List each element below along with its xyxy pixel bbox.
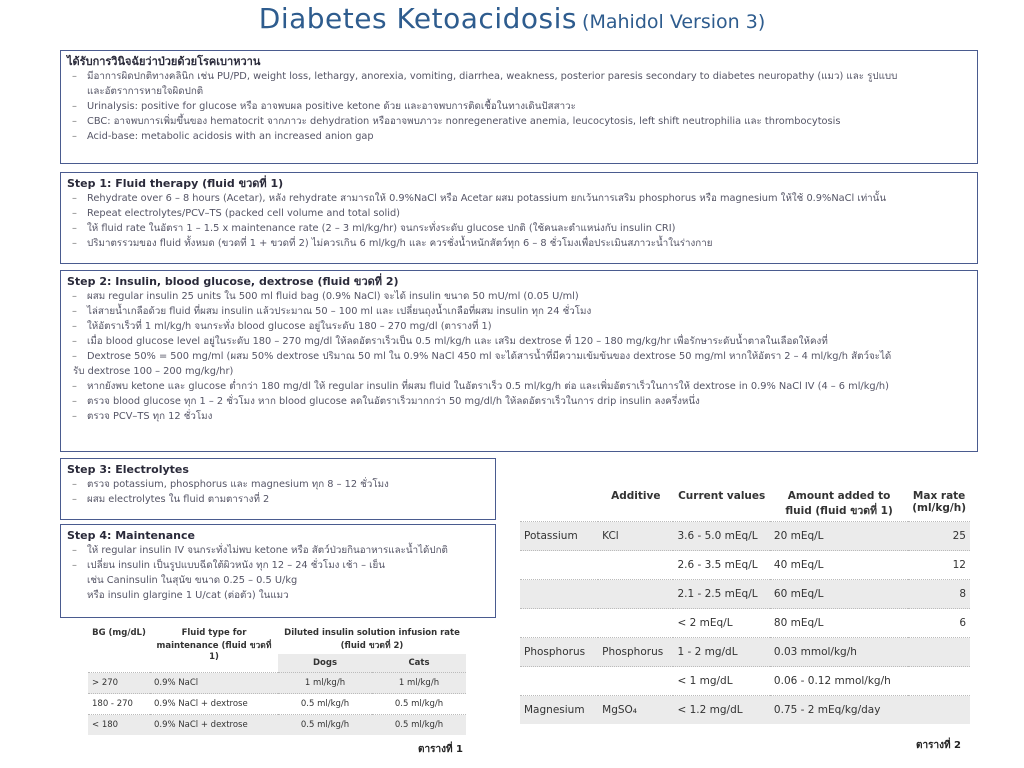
table-header: Max rate (ml/kg/h) bbox=[912, 490, 967, 514]
table-1 bbox=[88, 626, 466, 735]
table-cell: 2.6 - 3.5 mEq/L bbox=[673, 551, 769, 580]
table-header: Dogs bbox=[278, 654, 372, 673]
table-row bbox=[520, 638, 970, 667]
list-item: เช่น Caninsulin ในสุนัข ขนาด 0.25 – 0.5 U/kg bbox=[87, 575, 298, 586]
step4-heading: Step 4: Maintenance bbox=[67, 529, 195, 542]
table-row bbox=[88, 694, 466, 715]
step3-heading: Step 3: Electrolytes bbox=[67, 463, 189, 476]
table-cell bbox=[908, 696, 970, 725]
table-cell: 0.75 - 2 mEq/kg/day bbox=[770, 696, 908, 725]
table-cell: KCl bbox=[598, 522, 673, 551]
table-header: Fluid type for maintenance (fluid ขวดที่ 1) bbox=[156, 628, 272, 662]
table-cell: 0.9% NaCl + dextrose bbox=[150, 694, 278, 715]
step2-heading: Step 2: Insulin, blood glucose, dextrose (fluid ขวดที่ 2) bbox=[67, 275, 399, 288]
table-cell: Phosphorus bbox=[520, 638, 598, 667]
list-item: – Acid-base: metabolic acidosis with an increased anion gap bbox=[67, 129, 971, 144]
table-cell bbox=[520, 667, 598, 696]
table-cell: 180 - 270 bbox=[88, 694, 150, 715]
table-header: Current values bbox=[678, 490, 766, 502]
list-item: – มีอาการผิดปกติทางคลินิก เช่น PU/PD, weight loss, lethargy, anorexia, vomiting, diarrhea, weakness, posterior paresis secondary to diabetes neuropathy (แมว) และ รูปแบบ bbox=[67, 69, 971, 84]
table-cell: 40 mEq/L bbox=[770, 551, 908, 580]
table-cell: 0.9% NaCl bbox=[150, 673, 278, 694]
table-cell bbox=[908, 638, 970, 667]
table-cell: < 1 mg/dL bbox=[673, 667, 769, 696]
table-cell: 0.9% NaCl + dextrose bbox=[150, 715, 278, 736]
table-header: Cats bbox=[372, 654, 466, 673]
table-cell: 1 - 2 mg/dL bbox=[673, 638, 769, 667]
list-item: – ให้ regular insulin IV จนกระทั่งไม่พบ ketone หรือ สัตว์ป่วยกินอาหารและน้ำได้ปกติ bbox=[67, 543, 489, 558]
table-cell: < 1.2 mg/dL bbox=[673, 696, 769, 725]
list-item: – Rehydrate over 6 – 8 hours (Acetar), หลัง rehydrate สามารถให้ 0.9%NaCl หรือ Acetar ผสม potassium ยกเว้นการเสริม phosphorus หรือ magnesium ให้ใช้ 0.9%NaCl เท่านั้น bbox=[67, 191, 971, 206]
step3-section bbox=[60, 458, 496, 520]
page-title bbox=[0, 2, 1024, 35]
table-cell: 8 bbox=[908, 580, 970, 609]
table-row bbox=[88, 673, 466, 694]
list-item: – CBC: อาจพบการเพิ่มขึ้นของ hematocrit จากภาวะ dehydration หรืออาจพบภาวะ nonregenerative anemia, leucocytosis, left shift neutrophilia และ thrombocytosis bbox=[67, 114, 971, 129]
table-cell: 0.06 - 0.12 mmol/kg/h bbox=[770, 667, 908, 696]
list-item: – หากยังพบ ketone และ glucose ต่ำกว่า 180 mg/dl ให้ regular insulin ที่ผสม fluid ในอัตราเร็ว 0.5 ml/kg/h ต่อ และเพิ่มอัตราเร็วในการให้ dextrose in 0.9% NaCl IV (4 – 6 ml/kg/h) bbox=[67, 379, 971, 394]
table-cell bbox=[598, 667, 673, 696]
list-item: – ตรวจ potassium, phosphorus และ magnesium ทุก 8 – 12 ชั่วโมง bbox=[67, 477, 489, 492]
table-cell: 6 bbox=[908, 609, 970, 638]
table-row bbox=[520, 696, 970, 725]
table-1-caption: ตารางที่ 1 bbox=[418, 744, 464, 755]
table-cell: 12 bbox=[908, 551, 970, 580]
table-cell: 0.5 ml/kg/h bbox=[372, 694, 466, 715]
table-cell: 0.5 ml/kg/h bbox=[278, 694, 372, 715]
step2-section bbox=[60, 270, 978, 452]
list-item: รับ dextrose 100 – 200 mg/kg/hr) bbox=[73, 366, 234, 377]
table-cell: Potassium bbox=[520, 522, 598, 551]
table-2 bbox=[520, 488, 970, 724]
table-cell: 0.03 mmol/kg/h bbox=[770, 638, 908, 667]
table-cell: Magnesium bbox=[520, 696, 598, 725]
table-cell bbox=[598, 580, 673, 609]
table-cell bbox=[520, 551, 598, 580]
title-subtitle: (Mahidol Version 3) bbox=[582, 11, 766, 33]
title-main: Diabetes Ketoacidosis bbox=[258, 2, 577, 35]
list-item: – ตรวจ PCV–TS ทุก 12 ชั่วโมง bbox=[67, 409, 971, 424]
list-item: – ตรวจ blood glucose ทุก 1 – 2 ชั่วโมง หาก blood glucose ลดในอัตราเร็วมากกว่า 50 mg/dl/h ให้ลดอัตราเร็วในการ drip insulin ลงครึ่งหนึ่ง bbox=[67, 394, 971, 409]
table-cell: 80 mEq/L bbox=[770, 609, 908, 638]
table-row bbox=[520, 609, 970, 638]
list-item: – ผสม regular insulin 25 units ใน 500 ml fluid bag (0.9% NaCl) จะได้ insulin ขนาด 50 mU/ml (0.05 U/ml) bbox=[67, 289, 971, 304]
list-item: – ไล่สายน้ำเกลือด้วย fluid ที่ผสม insulin แล้วประมาณ 50 – 100 ml และ เปลี่ยนถุงน้ำเกลือที่ผสม insulin ทุก 24 ชั่วโมง bbox=[67, 304, 971, 319]
table-header: Amount added to fluid (fluid ขวดที่ 1) bbox=[785, 490, 893, 517]
table-cell bbox=[520, 580, 598, 609]
table-row bbox=[520, 580, 970, 609]
table-cell: 2.1 - 2.5 mEq/L bbox=[673, 580, 769, 609]
table-cell: < 2 mEq/L bbox=[673, 609, 769, 638]
table-header: Diluted insulin solution infusion rate (fluid ขวดที่ 2) bbox=[284, 628, 460, 651]
table-header: Additive bbox=[611, 490, 661, 502]
table-header: BG (mg/dL) bbox=[92, 628, 146, 638]
table-cell: MgSO₄ bbox=[598, 696, 673, 725]
table-cell: 0.5 ml/kg/h bbox=[278, 715, 372, 736]
table-cell bbox=[908, 667, 970, 696]
list-item: – Repeat electrolytes/PCV–TS (packed cell volume and total solid) bbox=[67, 206, 971, 221]
table-cell: 60 mEq/L bbox=[770, 580, 908, 609]
list-item: – Dextrose 50% = 500 mg/ml (ผสม 50% dextrose ปริมาณ 50 ml ใน 0.9% NaCl 450 ml จะได้สารน้ำที่มีความเข้มข้นของ dextrose 50 mg/ml หากให้อัตรา 2 – 4 ml/kg/h สัตว์จะได้ bbox=[67, 349, 971, 364]
table-cell bbox=[520, 609, 598, 638]
diagnosis-section bbox=[60, 50, 978, 164]
list-item: – เปลี่ยน insulin เป็นรูปแบบฉีดใต้ผิวหนัง ทุก 12 – 24 ชั่วโมง เช้า – เย็น bbox=[67, 558, 489, 573]
step1-section bbox=[60, 172, 978, 264]
table-cell: 25 bbox=[908, 522, 970, 551]
table-row bbox=[88, 715, 466, 736]
list-item: – ปริมาตรรวมของ fluid ทั้งหมด (ขวดที่ 1 + ขวดที่ 2) ไม่ควรเกิน 6 ml/kg/h และ ควรชั่งน้ำหนักสัตว์ทุก 6 – 8 ชั่วโมงเพื่อประเมินสภาวะน้ำในร่างกาย bbox=[67, 236, 971, 251]
table-row bbox=[520, 522, 970, 551]
table-cell: < 180 bbox=[88, 715, 150, 736]
step1-heading: Step 1: Fluid therapy (fluid ขวดที่ 1) bbox=[67, 177, 284, 190]
table-cell: 1 ml/kg/h bbox=[372, 673, 466, 694]
step4-section bbox=[60, 524, 496, 618]
table-cell: 0.5 ml/kg/h bbox=[372, 715, 466, 736]
table-cell: > 270 bbox=[88, 673, 150, 694]
list-item: หรือ insulin glargine 1 U/cat (ต่อตัว) ในแมว bbox=[87, 590, 289, 601]
table-cell: 3.6 - 5.0 mEq/L bbox=[673, 522, 769, 551]
table-cell: 20 mEq/L bbox=[770, 522, 908, 551]
table-cell: 1 ml/kg/h bbox=[278, 673, 372, 694]
table-row bbox=[520, 551, 970, 580]
list-item: และอัตราการหายใจผิดปกติ bbox=[87, 86, 204, 97]
table-2-caption: ตารางที่ 2 bbox=[916, 740, 962, 751]
list-item: – เมื่อ blood glucose level อยู่ในระดับ 180 – 270 mg/dl ให้ลดอัตราเร็วเป็น 0.5 ml/kg/h และ เสริม dextrose ที่ 120 – 180 mg/kg/hr เพื่อรักษาระดับน้ำตาลในเลือดให้คงที่ bbox=[67, 334, 971, 349]
table-cell: Phosphorus bbox=[598, 638, 673, 667]
list-item: – ให้อัตราเร็วที่ 1 ml/kg/h จนกระทั่ง blood glucose อยู่ในระดับ 180 – 270 mg/dl (ตารางที่ 1) bbox=[67, 319, 971, 334]
diagnosis-heading: ได้รับการวินิจฉัยว่าป่วยด้วยโรคเบาหวาน bbox=[67, 55, 261, 68]
list-item: – Urinalysis: positive for glucose หรือ อาจพบผล positive ketone ด้วย และอาจพบการติดเชื้อในทางเดินปัสสาวะ bbox=[67, 99, 971, 114]
list-item: – ให้ fluid rate ในอัตรา 1 – 1.5 x maintenance rate (2 – 3 ml/kg/hr) จนกระทั่งระดับ glucose ปกติ (ใช้คนละตำแหน่งกับ insulin CRI) bbox=[67, 221, 971, 236]
table-cell bbox=[598, 551, 673, 580]
table-cell bbox=[598, 609, 673, 638]
list-item: – ผสม electrolytes ใน fluid ตามตารางที่ 2 bbox=[67, 492, 489, 507]
table-row bbox=[520, 667, 970, 696]
